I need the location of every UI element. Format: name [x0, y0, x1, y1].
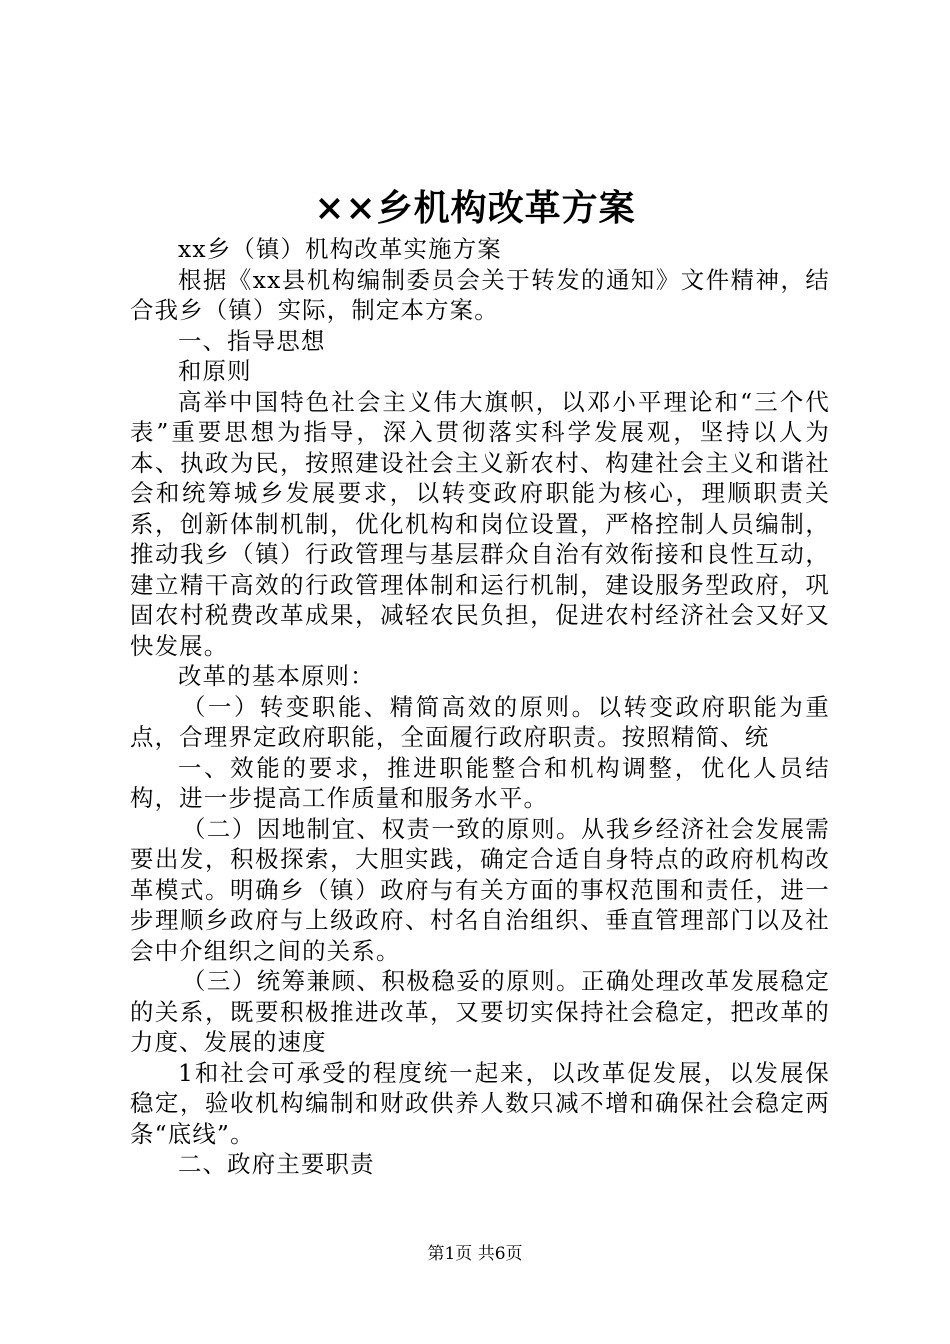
document-body [130, 234, 830, 1180]
paragraph-basis: 根据《xx县机构编制委员会关于转发的通知》文件精神，结合我乡（镇）实际，制定本方案。 [130, 265, 830, 324]
paragraph-principle-3-cont: 1和社会可承受的程度统一起来，以改革促发展，以发展保稳定，验收机构编制和财政供养人数只减不增和确保社会稳定两条“底线”。 [130, 1058, 830, 1148]
heading-principles: 和原则 [178, 357, 252, 385]
heading-main-duties: 二、政府主要职责 [178, 1150, 375, 1178]
page-footer: 第1页 共6页 [427, 1244, 523, 1264]
document-title: ××乡机构改革方案 [314, 187, 636, 229]
paragraph-principle-1: （一）转变职能、精简高效的原则。以转变政府职能为重点，合理界定政府职能，全面履行政府职责。按照精简、统 [130, 692, 830, 751]
paragraph-guiding: 高举中国特色社会主义伟大旗帜，以邓小平理论和“三个代表”重要思想为指导，深入贯彻落实科学发展观，坚持以人为本、执政为民，按照建设社会主义新农村、构建社会主义和谐社会和统筹城乡发展要求，以转变政府职能为核心，理顺职责关系，创新体制机制，优化机构和岗位设置，严格控制人员编制，推动我乡（镇）行政管理与基层群众自治有效衔接和良性互动，建立精干高效的行政管理体制和运行机制，建设服务型政府，巩固农村税费改革成果，减轻农民负担，促进农村经济社会又好又快发展。 [130, 387, 830, 660]
paragraph-principle-3: （三）统筹兼顾、积极稳妥的原则。正确处理改革发展稳定的关系，既要积极推进改革，又要切实保持社会稳定，把改革的力度、发展的速度 [130, 967, 830, 1056]
paragraph-principle-2: （二）因地制宜、权责一致的原则。从我乡经济社会发展需要出发，积极探索，大胆实践，确定合适自身特点的政府机构改革模式。明确乡（镇）政府与有关方面的事权范围和责任，进一步理顺乡政府与上级政府、村名自治组织、垂直管理部门以及社会中介组织之间的关系。 [130, 814, 830, 965]
heading-basic-principles: 改革的基本原则： [178, 662, 375, 690]
paragraph-principle-1-cont: 一、效能的要求，推进职能整合和机构调整，优化人员结构，进一步提高工作质量和服务水平。 [130, 753, 830, 812]
heading-guiding-thought: 一、指导思想 [178, 326, 326, 355]
paragraph-subtitle: xx乡（镇）机构改革实施方案 [178, 235, 502, 263]
